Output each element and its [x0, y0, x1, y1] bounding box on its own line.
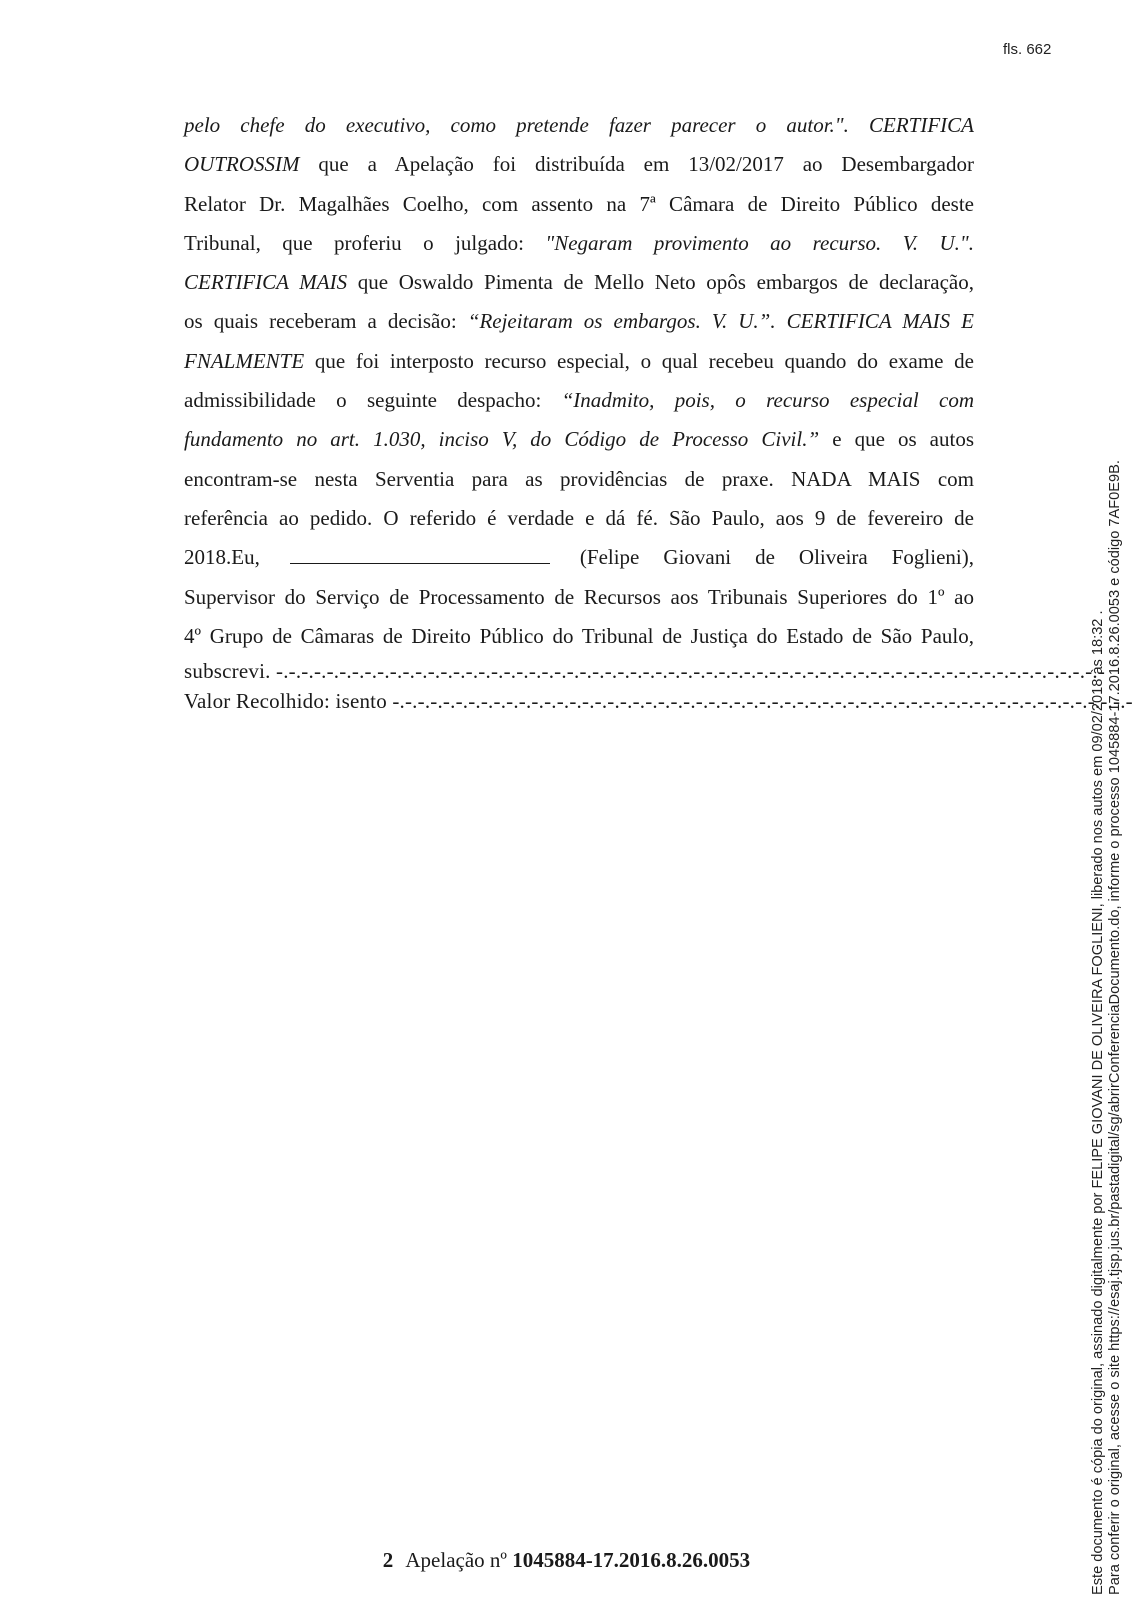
- text-line-7: [184, 342, 974, 381]
- text-segment: os quais receberam a decisão:: [184, 309, 457, 334]
- text-line-4: [184, 224, 974, 263]
- text-segment: que a Apelação foi distribuída em 13/02/2017 ao Desembargador: [318, 152, 974, 177]
- text-segment: admissibilidade o seguinte despacho:: [184, 388, 542, 413]
- decision-quote: "Negaram provimento ao recurso. V. U.".: [545, 230, 975, 255]
- certifica-mais-label: CERTIFICA MAIS: [184, 270, 348, 295]
- text-segment: 2018.Eu,: [184, 545, 260, 570]
- decision-quote: fundamento no art. 1.030, inciso V, do Código de Processo Civil.”: [184, 427, 820, 452]
- digital-signature-note: [1090, 460, 1124, 1595]
- text-line-8: [184, 381, 974, 420]
- text-line-12: [184, 538, 974, 577]
- quote-text: pelo chefe do executivo, como pretende fazer parecer o autor.".: [184, 113, 849, 137]
- text-line-11: referência ao pedido. O referido é verdade e dá fé. São Paulo, aos 9 de fevereiro de: [184, 505, 974, 530]
- certificate-body: [184, 106, 1133, 716]
- text-line-15: subscrevi. -.-.-.-.-.-.-.-.-.-.-.-.-.-.-.-.-.-.-.-.-.-.-.-.-.-.-.-.-.-.-.-.-.-.-.-.-.-.-.-.-.-.-.-.-.-.-.-.-.-.-.-.-.-.-.-.-.-.-.-.-.-.-.-.-.-: [184, 659, 1106, 684]
- text-line-2: [184, 145, 974, 184]
- folio-number: fls. 662: [1003, 41, 1052, 58]
- finalmente-label: FNALMENTE: [184, 348, 305, 373]
- signature-note-line-2: Para conferir o original, acesse o site https://esaj.tjsp.jus.br/pastadigital/sg/abrirConferenciaDocumento.do, informe o processo 1045884-17.2016.8.26.0053 e código 7AF0E9B.: [1107, 460, 1123, 1595]
- text-line-13: Supervisor do Serviço de Processamento de Recursos aos Tribunais Superiores do 1º ao: [184, 584, 974, 609]
- text-line-6: [184, 302, 974, 341]
- text-line-16: Valor Recolhido: isento -.-.-.-.-.-.-.-.-.-.-.-.-.-.-.-.-.-.-.-.-.-.-.-.-.-.-.-.-.-.-.-.-.-.-.-.-.-.-.-.-.-.-.-.-.-.-.-.-.-.-.-.-.-.-.-.-.-.-: [184, 689, 1133, 714]
- text-line-1: [184, 106, 974, 145]
- appeal-label: Apelação nº: [405, 1548, 507, 1572]
- page-footer: [0, 1548, 1133, 1573]
- decision-quote: “Rejeitaram os embargos. V. U.”. CERTIFICA MAIS E: [467, 309, 974, 334]
- text-line-9: [184, 420, 974, 459]
- process-number: 1045884-17.2016.8.26.0053: [512, 1548, 751, 1572]
- text-segment: que Oswaldo Pimenta de Mello Neto opôs embargos de declaração,: [357, 270, 974, 295]
- text-line-14: 4º Grupo de Câmaras de Direito Público do Tribunal de Justiça do Estado de São Paulo,: [184, 623, 974, 648]
- signer-name: (Felipe Giovani de Oliveira Foglieni),: [579, 545, 975, 570]
- outrossim-label: OUTROSSIM: [184, 152, 300, 177]
- certifica-label: CERTIFICA: [869, 113, 974, 137]
- text-segment: Tribunal, que proferiu o julgado:: [184, 230, 524, 255]
- text-line-5: [184, 263, 974, 302]
- page-number: 2: [382, 1548, 394, 1572]
- signature-note-line-1: Este documento é cópia do original, assinado digitalmente por FELIPE GIOVANI DE OLIVEIRA FOGLIENI, liberado nos autos em 09/02/2018 às 18:32 .: [1090, 610, 1106, 1595]
- text-segment: e que os autos: [832, 427, 974, 452]
- decision-quote: “Inadmito, pois, o recurso especial com: [561, 388, 974, 413]
- signature-line: [290, 543, 550, 564]
- text-line-3: Relator Dr. Magalhães Coelho, com assento na 7ª Câmara de Direito Público deste: [184, 191, 974, 216]
- text-segment: que foi interposto recurso especial, o qual recebeu quando do exame de: [314, 348, 975, 373]
- text-line-10: encontram-se nesta Serventia para as providências de praxe. NADA MAIS com: [184, 466, 974, 491]
